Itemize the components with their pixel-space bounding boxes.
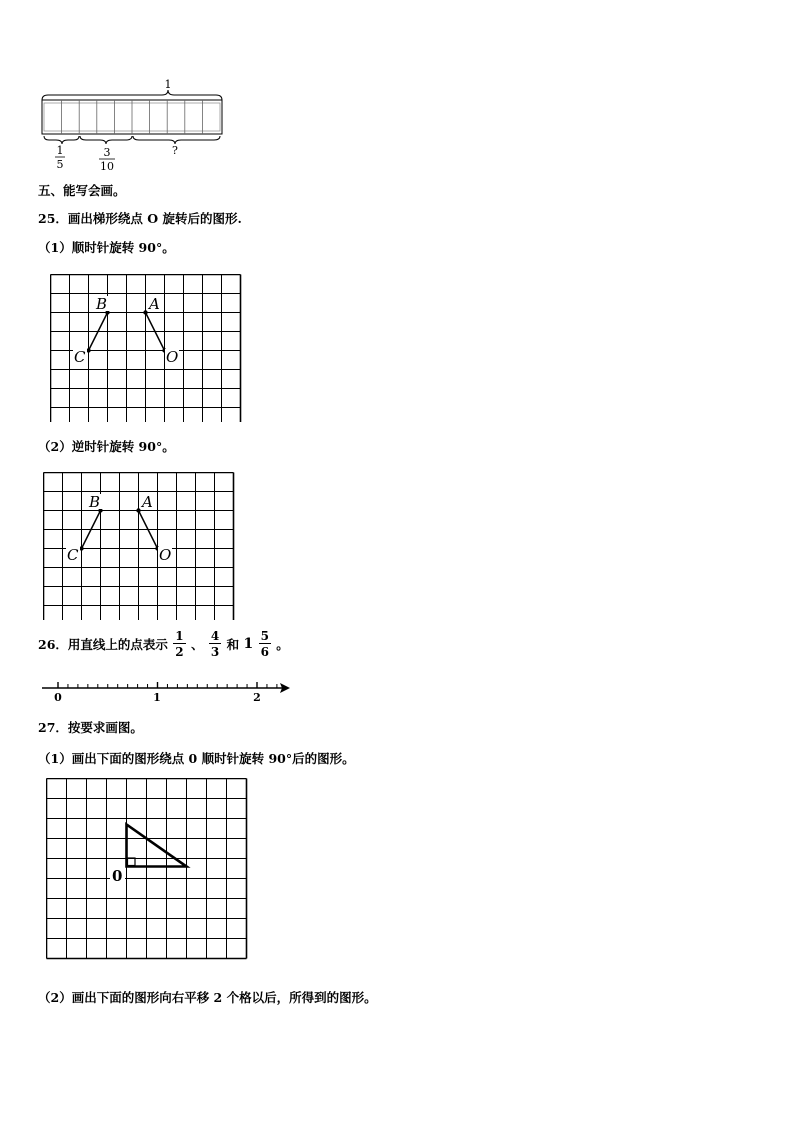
section-title: 五、能写会画。 [38, 183, 126, 198]
q26-suffix: 。 [276, 637, 289, 652]
strip-cell-dividers [62, 100, 203, 134]
fraction-strip-diagram [36, 76, 236, 176]
strip-whole-label: 1 [164, 78, 172, 91]
strip-label-fifth-num: 1 [56, 144, 64, 157]
strip-label-three-tenths-den: 10 [100, 160, 114, 173]
label-a: A [142, 493, 153, 511]
label-b: B [89, 493, 101, 511]
q26-prefix: 26．用直线上的点表示 [38, 637, 168, 652]
strip-label-fifth-den: 5 [56, 158, 64, 171]
tick-label-0: 0 [54, 691, 62, 704]
number-line-ticks [58, 682, 277, 688]
q25-title: 25．画出梯形绕点 O 旋转后的图形. [38, 211, 242, 226]
mixed-whole: 1 [243, 636, 254, 652]
tick-label-2: 2 [253, 691, 261, 704]
q27-part1: （1）画出下面的图形绕点 0 顺时针旋转 90°后的图形。 [38, 751, 355, 766]
label-c: C [74, 348, 86, 366]
origin-label: 0 [112, 867, 123, 885]
strip-brace-fifth [44, 136, 79, 144]
number-line [40, 678, 296, 704]
tick-label-1: 1 [153, 691, 161, 704]
label-o: O [159, 546, 172, 564]
fraction-four-thirds: $\frac{4}{3}$ [210, 629, 220, 659]
q27-grid [46, 778, 250, 974]
q25-grid-1 [50, 274, 246, 422]
q26-separator: 、 [190, 637, 204, 652]
q26-title [38, 630, 289, 658]
fraction-five-sixths: $\frac{5}{6}$ [260, 629, 269, 659]
strip-brace-three-tenths [80, 136, 132, 144]
strip-label-unknown: ? [172, 144, 178, 157]
label-o: O [166, 348, 179, 366]
strip-top-brace [42, 90, 222, 100]
label-b: B [96, 295, 108, 313]
q25-part2: （2）逆时针旋转 90°。 [38, 439, 175, 454]
right-angle-mark [128, 858, 136, 866]
q25-grid-2 [43, 472, 239, 620]
q25-part1: （1）顺时针旋转 90°。 [38, 240, 175, 255]
strip-label-three-tenths-num: 3 [103, 146, 111, 159]
fraction-one-half: $\frac{1}{2}$ [175, 629, 184, 659]
q27-part2: （2）画出下面的图形向右平移 2 个格以后，所得到的图形。 [38, 990, 377, 1005]
q27-title: 27．按要求画图。 [38, 720, 143, 735]
strip-brace-unknown [133, 136, 220, 144]
label-c: C [67, 546, 79, 564]
label-a: A [149, 295, 160, 313]
q26-and: 和 [226, 637, 240, 652]
